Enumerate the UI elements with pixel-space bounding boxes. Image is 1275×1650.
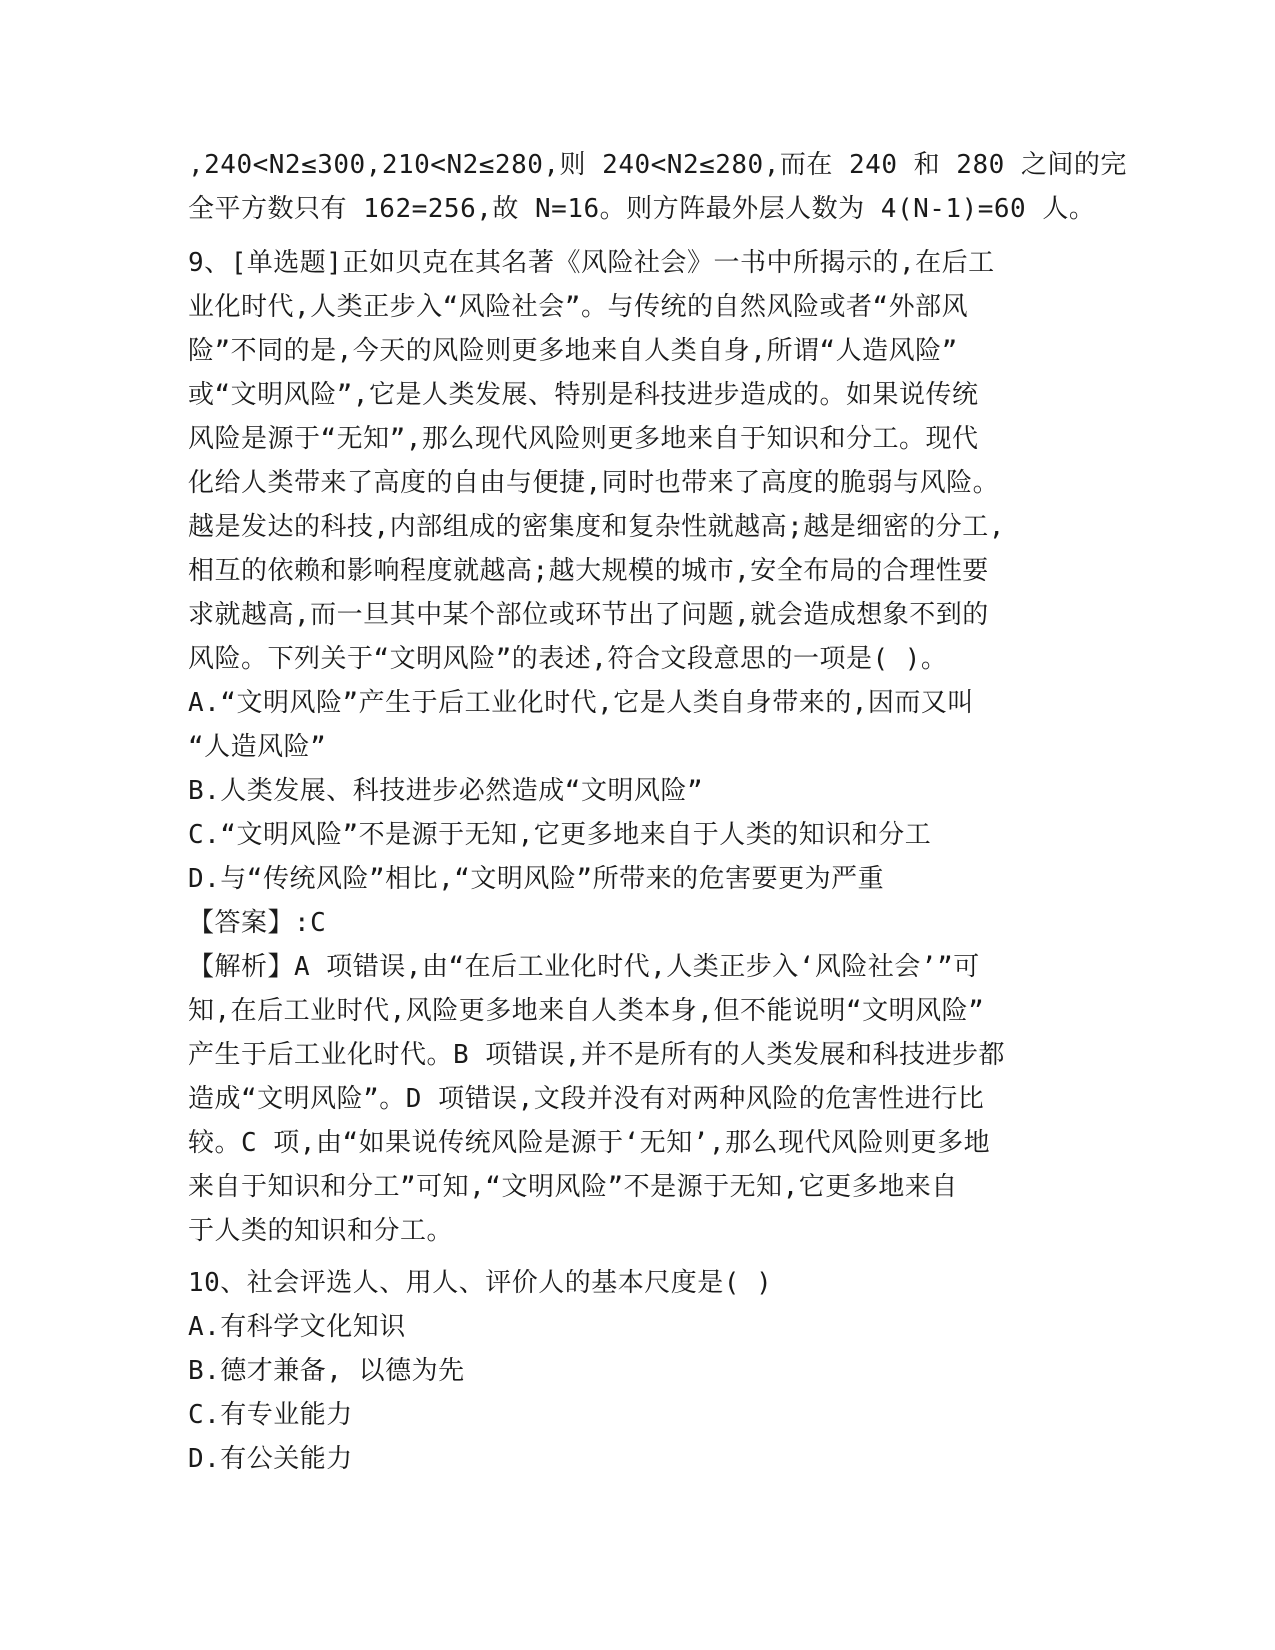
question-9-analysis <box>188 945 1083 1253</box>
question-9 <box>188 241 1083 1253</box>
text-line: 业化时代,人类正步入“风险社会”。与传统的自然风险或者“外部风 <box>188 292 969 322</box>
question-9-option-c: C.“文明风险”不是源于无知,它更多地来自于人类的知识和分工 <box>188 820 932 850</box>
question-10-option-c: C.有专业能力 <box>188 1400 353 1430</box>
text-line: 于人类的知识和分工。 <box>188 1216 454 1246</box>
text-line: 风险是源于“无知”,那么现代风险则更多地来自于知识和分工。现代 <box>188 424 979 454</box>
question-10-option-b: B.德才兼备, 以德为先 <box>188 1356 465 1386</box>
text-line: “人造风险” <box>188 732 327 762</box>
text-line: 来自于知识和分工”可知,“文明风险”不是源于无知,它更多地来自 <box>188 1172 958 1202</box>
text-line: 【解析】A 项错误,由“在后工业化时代,人类正步入‘风险社会’”可 <box>188 952 980 982</box>
text-line: 越是发达的科技,内部组成的密集度和复杂性就越高;越是细密的分工, <box>188 512 1005 542</box>
text-line: 产生于后工业化时代。B 项错误,并不是所有的人类发展和科技进步都 <box>188 1040 1005 1070</box>
text-line: 全平方数只有 162=256,故 N=16。则方阵最外层人数为 4(N-1)=60 人。 <box>188 194 1096 224</box>
previous-answer-tail <box>188 143 1127 231</box>
text-line: 相互的依赖和影响程度就越高;越大规模的城市,安全布局的合理性要 <box>188 556 989 586</box>
text-line: 险”不同的是,今天的风险则更多地来自人类自身,所谓“人造风险” <box>188 336 958 366</box>
question-9-stem <box>188 241 1083 681</box>
question-10-stem: 10、社会评选人、用人、评价人的基本尺度是( ) <box>188 1268 773 1298</box>
text-line: 较。C 项,由“如果说传统风险是源于‘无知’,那么现代风险则更多地 <box>188 1128 991 1158</box>
question-10-option-a: A.有科学文化知识 <box>188 1312 406 1342</box>
text-line: 造成“文明风险”。D 项错误,文段并没有对两种风险的危害性进行比 <box>188 1084 985 1114</box>
text-line: 知,在后工业时代,风险更多地来自人类本身,但不能说明“文明风险” <box>188 996 985 1026</box>
question-9-option-b: B.人类发展、科技进步必然造成“文明风险” <box>188 776 704 806</box>
text-line: 9、[单选题]正如贝克在其名著《风险社会》一书中所揭示的,在后工 <box>188 248 995 278</box>
question-10 <box>188 1261 1083 1481</box>
text-line: 求就越高,而一旦其中某个部位或环节出了问题,就会造成想象不到的 <box>188 600 989 630</box>
text-line: 化给人类带来了高度的自由与便捷,同时也带来了高度的脆弱与风险。 <box>188 468 1000 498</box>
question-10-option-d: D.有公关能力 <box>188 1444 353 1474</box>
question-9-option-d: D.与“传统风险”相比,“文明风险”所带来的危害要更为严重 <box>188 864 885 894</box>
question-9-answer: 【答案】:C <box>188 908 327 938</box>
question-9-option-a <box>188 681 1083 769</box>
text-line: 或“文明风险”,它是人类发展、特别是科技进步造成的。如果说传统 <box>188 380 979 410</box>
text-line: 风险。下列关于“文明风险”的表述,符合文段意思的一项是( )。 <box>188 644 948 674</box>
text-line: A.“文明风险”产生于后工业化时代,它是人类自身带来的,因而又叫 <box>188 688 974 718</box>
page-content <box>188 143 1127 1481</box>
text-line: ,240<N2≤300,210<N2≤280,则 240<N2≤280,而在 240 和 280 之间的完 <box>188 150 1127 180</box>
